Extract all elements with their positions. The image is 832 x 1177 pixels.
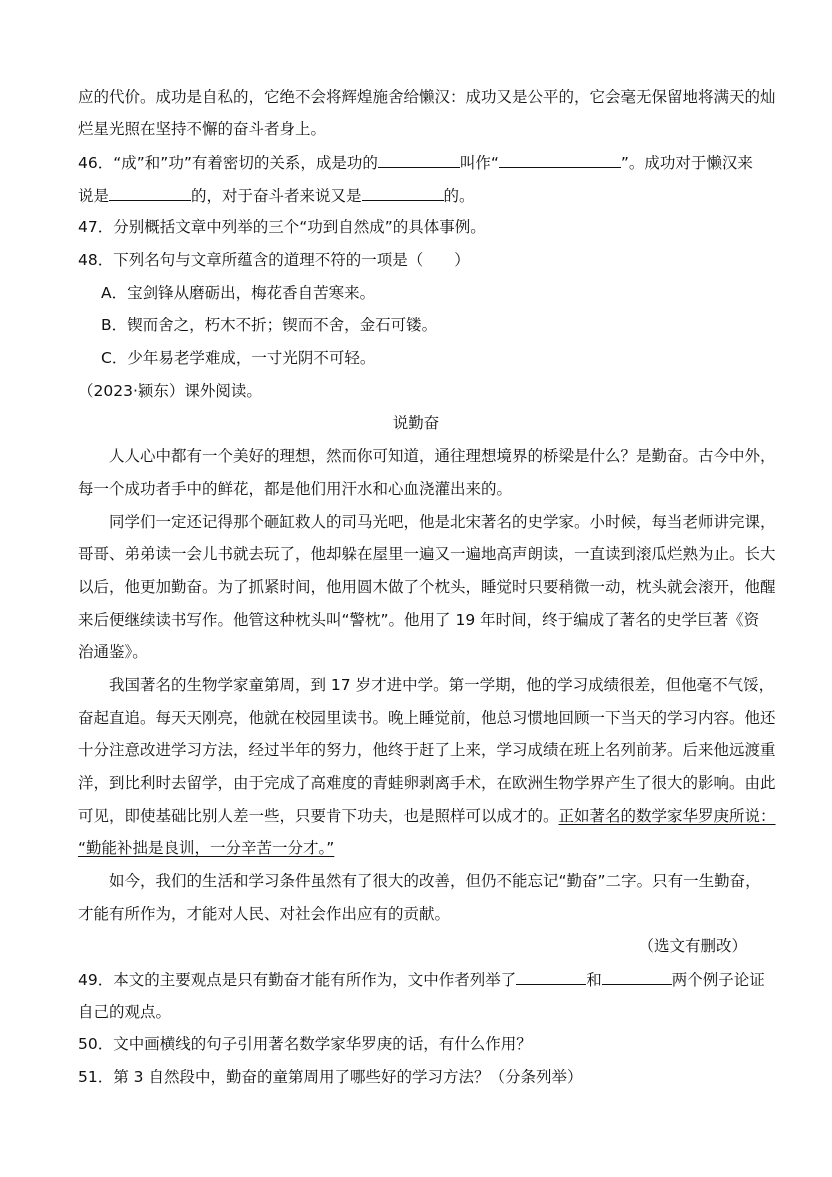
article-p1-line: 每一个成功者手中的鲜花，都是他们用汗水和心血浇灌出来的。 [78, 480, 513, 498]
article-p1-line: 人人心中都有一个美好的理想，然而你可知道，通往理想境界的桥梁是什么？是勤奋。古今中外， [109, 447, 776, 465]
question-47: 47．分别概括文章中列举的三个“功到自然成”的具体事例。 [78, 218, 486, 236]
passage-continuation-line-2: 烂星光照在坚持不懈的奋斗者身上。 [78, 120, 327, 138]
q49-text-a: 49．本文的主要观点是只有勤奋才能有所作为，文中作者列举了 [78, 971, 517, 989]
article-p4-line: 才能有所作为，才能对人民、对社会作出应有的贡献。 [78, 905, 451, 923]
article-p3-line [78, 837, 334, 859]
article-p2-line: 以后，他更加勤奋。为了抓紧时间，他用圆木做了个枕头，睡觉时只要稍微一动，枕头就会滚开，他醒 [78, 578, 776, 596]
answer-blank [362, 184, 444, 201]
q46-text-e: 的，对于奋斗者来说又是 [191, 187, 362, 205]
question-46-line-2 [78, 184, 475, 207]
article-p4-line: 如今，我们的生活和学习条件虽然有了很大的改善，但仍不能忘记“勤奋”二字。只有一生勤奋， [109, 872, 761, 890]
answer-blank [516, 968, 586, 985]
q49-text-c: 两个例子论证 [671, 971, 765, 989]
underlined-quote: “勤能补拙是良训，一分辛苦一分才。” [78, 839, 335, 857]
question-49-line-1 [78, 968, 765, 991]
q46-text-a: 46．“成”和”功”有着密切的关系，成是功的 [78, 154, 378, 172]
article-p3-line: 奋起直追。每天天刚亮，他就在校园里读书。晚上睡觉前，他总习惯地回顾一下当天的学习内容。他还 [78, 709, 776, 727]
question-48-option-b: B．锲而舍之，朽木不折；锲而不舍，金石可镂。 [101, 316, 438, 334]
question-51: 51．第 3 自然段中，勤奋的童第周用了哪些好的学习方法？（分条列举） [78, 1068, 583, 1086]
article-title: 说勤奋 [392, 414, 440, 432]
question-46-line-1 [78, 151, 753, 174]
article-p3-line: 十分注意改进学习方法，经过半年的努力，他终于赶了上来，学习成绩在班上名列前茅。后来他远渡重 [78, 741, 776, 759]
passage-continuation-line-1: 应的代价。成功是自私的，它绝不会将辉煌施舍给懒汉：成功又是公平的，它会毫无保留地将满天的灿 [78, 88, 776, 106]
article-p3-line: 我国著名的生物学家童第周，到 17 岁才进中学。第一学期，他的学习成绩很差，但他毫不气馁， [109, 676, 775, 694]
q46-text-d: 说是 [78, 187, 110, 205]
source-note: （选文有删改） [638, 937, 747, 955]
question-49-line-2: 自己的观点。 [78, 1003, 172, 1021]
underlined-quote-intro: 正如著名的数学家华罗庚所说： [558, 807, 776, 825]
q49-text-b: 和 [586, 971, 602, 989]
article-p2-line: 来后便继续读书写作。他管这种枕头叫“警枕”。他用了 19 年时间，终于编成了著名的史学巨著《资 [78, 611, 760, 629]
article-p3-line [78, 805, 776, 827]
article-p3-line: 洋，到比利时去留学，由于完成了高难度的青蛙卵剥离手术，在欧洲生物学界产生了很大的影响。由此 [78, 774, 776, 792]
q46-text-f: 的。 [443, 187, 475, 205]
question-48-stem: 48．下列名句与文章所蕴含的道理不符的一项是（ ） [78, 251, 470, 269]
answer-blank [378, 151, 460, 168]
article-p2-line: 哥哥、弟弟读一会儿书就去玩了，他却躲在屋里一遍又一遍地高声朗读，一直读到滚瓜烂熟为止。长大 [78, 545, 776, 563]
answer-blank [499, 151, 621, 168]
article-p2-line: 同学们一定还记得那个砸缸救人的司马光吧，他是北宋著名的史学家。小时候，每当老师讲完课， [109, 513, 776, 531]
q46-text-b: 叫作“ [459, 154, 499, 172]
question-48-option-a: A．宝剑锋从磨砺出，梅花香自苦寒来。 [101, 284, 376, 302]
q46-text-c: ”。成功对于懒汉来 [620, 154, 753, 172]
section-heading: （2023·颍东）课外阅读。 [78, 382, 262, 400]
article-p2-line: 治通鉴》。 [78, 643, 148, 661]
answer-blank [602, 968, 672, 985]
answer-blank [109, 184, 191, 201]
article-p3-text: 可见，即使基础比别人差一些，只要肯下功夫，也是照样可以成才的。 [78, 807, 559, 825]
question-50: 50．文中画横线的句子引用著名数学家华罗庚的话，有什么作用？ [78, 1035, 532, 1053]
question-48-option-c: C．少年易老学难成，一寸光阴不可轻。 [101, 349, 376, 367]
